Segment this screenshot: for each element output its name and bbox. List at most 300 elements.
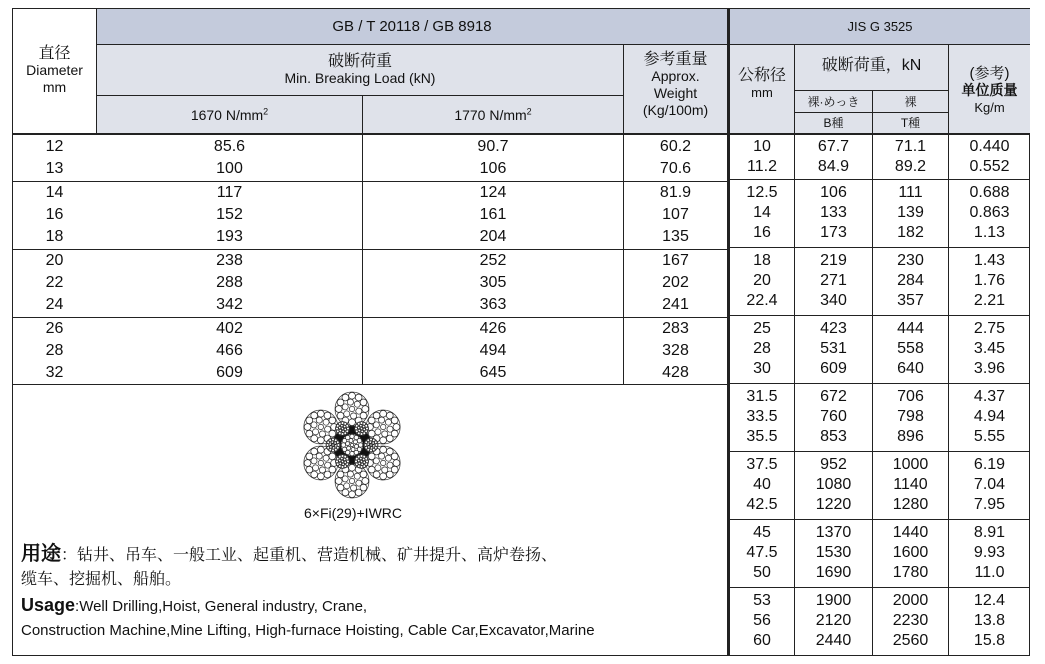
rope-iwrc-strand-wire <box>342 463 345 466</box>
rope-outer-strand-wire <box>344 411 350 417</box>
jis-weight-value: 8.91 <box>973 524 1006 541</box>
jis-b-grade-value: 760 <box>820 408 847 425</box>
rope-iwrc-strand-wire <box>335 445 338 448</box>
rope-outer-strand-wire <box>304 424 311 431</box>
rope-outer-strand-wire <box>356 408 362 414</box>
rope-outer-strand-wire <box>323 455 329 461</box>
gb-diameter-group-2: 14 16 18 <box>45 184 64 245</box>
rope-outer-strand-wire <box>382 431 388 437</box>
jis-diameter-value: 28 <box>753 340 771 357</box>
rope-outer-strand-wire <box>351 485 357 491</box>
rope-outer-strand-wire <box>311 448 318 455</box>
jis-diameter-value: 42.5 <box>746 496 778 513</box>
rope-iwrc-strand-wire <box>355 460 358 463</box>
jis-diameter-value: 56 <box>753 612 771 629</box>
jis-group-divider <box>730 383 1030 384</box>
jis-b-grade-value: 1900 <box>815 592 852 609</box>
rope-outer-strand-wire <box>335 406 342 413</box>
rope-outer-strand-wire <box>382 467 388 473</box>
rope-outer-strand-wire <box>375 465 381 471</box>
jis-b-grade-value: 173 <box>820 224 847 241</box>
jis-t-grade-value: 89.2 <box>894 158 927 175</box>
jis-b-grade-group-6 <box>795 455 872 515</box>
jis-b-grade-value: 219 <box>820 252 847 269</box>
rope-iwrc-strand-wire <box>360 455 363 458</box>
rope-iwrc-strand-wire <box>336 460 339 463</box>
usage-en-label: Usage <box>21 595 76 615</box>
rope-iwrc-center-wire <box>349 439 353 443</box>
jis-weight-group-7 <box>949 523 1030 583</box>
rope-iwrc-center-wire <box>354 444 358 448</box>
rope-outer-strand-wire <box>373 422 379 428</box>
rope-outer-strand-wire <box>360 471 367 478</box>
jis-b-grade-value: 609 <box>820 360 847 377</box>
jis-b-grade-group-3 <box>795 251 872 311</box>
jis-diameter-value: 16 <box>753 224 771 241</box>
jis-b-grade-value: 853 <box>820 428 847 445</box>
gb-standard-title: GB / T 20118 / GB 8918 <box>332 18 492 35</box>
jis-b-grade-group-8 <box>795 591 872 651</box>
rope-iwrc-strand-wire <box>357 459 360 462</box>
rope-iwrc-strand-wire <box>342 430 345 433</box>
rope-outer-strand-wire <box>342 394 349 401</box>
rope-outer-strand-wire <box>337 484 344 491</box>
jis-b-grade-value: 1530 <box>815 544 852 561</box>
rope-outer-strand-wire <box>379 453 385 459</box>
rope-outer-strand-wire <box>329 453 336 460</box>
rope-outer-strand-wire <box>319 431 325 437</box>
jis-group-divider <box>730 587 1030 588</box>
jis-weight-group-2 <box>949 183 1030 243</box>
gb-1770-group-1: 90.7 106 <box>477 138 509 177</box>
rope-iwrc-strand-wire <box>375 444 378 447</box>
gb-table <box>12 8 728 656</box>
rope-iwrc-strand-wire <box>372 442 375 445</box>
rope-outer-strand-wire <box>373 458 379 464</box>
rope-iwrc-center-wire <box>357 439 361 443</box>
rope-iwrc-strand-wire <box>339 429 342 432</box>
jis-diameter-value: 20 <box>753 272 771 289</box>
rope-iwrc-strand-wire <box>360 460 362 462</box>
rope-iwrc-strand-wire <box>370 447 373 450</box>
jis-weight-group-5 <box>949 387 1030 447</box>
rope-outer-strand-wire <box>342 404 348 410</box>
jis-b-grade-value: 2440 <box>815 632 852 649</box>
rope-outer-strand-wire <box>380 424 385 429</box>
gb-1770-group-3: 252 305 363 <box>479 252 507 313</box>
jis-weight-value: 4.94 <box>973 408 1006 425</box>
jis-weight-value: 0.552 <box>969 158 1010 175</box>
jis-standard-header <box>730 9 1030 45</box>
jis-b-grade-group-5 <box>795 387 872 447</box>
rope-iwrc-strand-wire <box>361 463 364 466</box>
jis-sub-b: B種 <box>823 116 844 130</box>
rope-iwrc-center-wire <box>350 443 354 447</box>
rope-iwrc-strand-wire <box>332 444 334 446</box>
usage-cn-label: 用途 <box>21 541 61 565</box>
rope-iwrc-strand-wire <box>355 427 358 430</box>
rope-outer-strand-wire <box>349 491 356 498</box>
jis-weight-value: 11.0 <box>974 564 1005 581</box>
rope-iwrc-strand-wire <box>360 427 362 429</box>
jis-weight-value: 1.13 <box>973 224 1006 241</box>
rope-iwrc-center-wire <box>350 434 354 438</box>
jis-t-grade-value: 357 <box>897 292 924 309</box>
rope-outer-strand-wire <box>349 478 354 483</box>
rope-iwrc-strand-wire <box>339 462 342 465</box>
jis-weight-value: 13.8 <box>973 612 1006 629</box>
gb-weight-group-4: 283 328 428 <box>662 320 689 381</box>
diameter-header: 直径 Diameter mm <box>26 45 83 95</box>
usage-en-line1: :Well Drilling,Hoist, General industry, Crane, <box>75 598 368 615</box>
rope-iwrc-center-wire <box>351 448 355 452</box>
rope-outer-strand-wire <box>360 399 367 406</box>
rope-outer-strand-wire <box>386 435 393 442</box>
rope-iwrc-strand-wire <box>341 460 343 462</box>
rope-outer-strand-wire <box>351 413 357 419</box>
rope-outer-strand-wire <box>335 478 342 485</box>
jis-b-grade-group-1 <box>795 137 872 177</box>
rope-iwrc-strand-wire <box>344 461 347 464</box>
rope-outer-strand-wire <box>391 417 398 424</box>
jis-body <box>730 135 1030 655</box>
jis-weight-value: 3.96 <box>973 360 1006 377</box>
rope-iwrc-strand-wire <box>366 427 369 430</box>
jis-b-grade-group-7 <box>795 523 872 583</box>
jis-diameter-group-6 <box>730 455 794 515</box>
rope-outer-strand-wire <box>349 419 356 426</box>
jis-diameter-value: 50 <box>753 564 771 581</box>
jis-weight-value: 12.4 <box>973 592 1006 609</box>
jis-t-grade-value: 1600 <box>892 544 929 561</box>
rope-iwrc-center-wire <box>350 451 354 455</box>
jis-b-grade-value: 1080 <box>815 476 852 493</box>
rope-iwrc-strand-wire <box>361 430 364 433</box>
rope-outer-strand-wire <box>317 446 324 453</box>
rope-iwrc-strand-wire <box>366 460 369 463</box>
rope-outer-strand-wire <box>354 401 360 407</box>
rope-outer-strand-wire <box>306 466 313 473</box>
rope-iwrc-strand-wire <box>332 449 335 452</box>
nominal-diameter-header: 公称径 mm <box>737 67 786 100</box>
jis-weight-group-3 <box>949 251 1030 311</box>
usage-en <box>21 593 595 643</box>
rope-outer-strand-wire <box>368 430 375 437</box>
jis-weight-group-6 <box>949 455 1030 515</box>
rope-outer-strand-wire <box>313 429 319 435</box>
rope-outer-strand-wire <box>386 471 393 478</box>
jis-b-grade-value: 1370 <box>815 524 852 541</box>
jis-t-grade-value: 1440 <box>892 524 929 541</box>
rope-iwrc-strand-wire <box>330 446 333 449</box>
rope-iwrc-strand-wire <box>360 424 363 427</box>
rope-outer-strand-wire <box>373 412 380 419</box>
rope-iwrc-strand-wire <box>344 428 347 431</box>
jis-weight-value: 15.8 <box>973 632 1006 649</box>
jis-b-grade-value: 423 <box>820 320 847 337</box>
jis-diameter-group-8 <box>730 591 794 651</box>
jis-weight-value: 5.55 <box>973 428 1006 445</box>
rope-outer-strand-wire <box>317 473 324 480</box>
rope-outer-strand-wire <box>319 467 325 473</box>
rope-outer-strand-wire <box>344 483 350 489</box>
rope-outer-strand-wire <box>387 426 393 432</box>
rope-outer-strand-wire <box>323 419 329 425</box>
rope-iwrc-strand-wire <box>347 427 350 430</box>
rope-iwrc-strand-wire <box>360 433 363 436</box>
rope-iwrc-strand-wire <box>334 442 337 445</box>
jis-diameter-group-1 <box>730 137 794 177</box>
rope-outer-strand-wire <box>347 399 353 405</box>
jis-t-grade-value: 2560 <box>892 632 929 649</box>
rope-outer-strand-wire <box>393 424 400 431</box>
jis-sub-bare: 裸 <box>904 95 917 109</box>
jis-table <box>728 8 1030 656</box>
jis-diameter-value: 60 <box>753 632 771 649</box>
jis-t-grade-group-3 <box>873 251 948 311</box>
rope-iwrc-center-wire <box>358 443 362 447</box>
rope-outer-strand-wire <box>342 476 348 482</box>
rope-outer-strand-wire <box>380 437 387 444</box>
rope-outer-strand-wire <box>380 410 387 417</box>
jis-diameter-value: 11.2 <box>747 158 777 175</box>
jis-weight-value: 2.21 <box>973 292 1006 309</box>
rope-iwrc-strand-wire <box>362 458 365 461</box>
rope-iwrc-strand-wire <box>341 427 343 429</box>
rope-iwrc-strand-wire <box>358 429 361 432</box>
jis-t-grade-group-7 <box>873 523 948 583</box>
rope-outer-strand-wire <box>355 489 362 496</box>
rope-iwrc-strand-wire <box>341 422 344 425</box>
jis-t-grade-group-1 <box>873 137 948 177</box>
rope-iwrc-strand-wire <box>341 457 344 460</box>
jis-t-grade-value: 139 <box>897 204 924 221</box>
rope-iwrc-strand-wire <box>363 461 366 464</box>
jis-b-grade-value: 952 <box>820 456 847 473</box>
grade-1670-header: 1670 $N/mm^2$ <box>190 106 269 123</box>
rope-iwrc-strand-wire <box>338 459 341 462</box>
jis-diameter-value: 47.5 <box>746 544 778 561</box>
jis-t-grade-value: 284 <box>897 272 924 289</box>
rope-outer-strand-wire <box>316 453 322 459</box>
rope-outer-strand-wire <box>380 446 387 453</box>
jis-weight-value: 0.440 <box>969 138 1010 155</box>
jis-weight-value: 0.863 <box>969 204 1010 221</box>
rope-outer-strand-wire <box>317 410 324 417</box>
gb-1670-group-2: 117 152 193 <box>216 184 243 245</box>
jis-t-grade-value: 798 <box>897 408 924 425</box>
jis-b-grade-value: 531 <box>820 340 847 357</box>
rope-iwrc-strand-wire <box>336 427 339 430</box>
rope-iwrc-center-wire <box>341 443 345 447</box>
rope-iwrc-strand-wire <box>362 425 365 428</box>
rope-iwrc-strand-wire <box>341 424 344 427</box>
jis-t-grade-value: 896 <box>897 428 924 445</box>
jis-t-grade-value: 111 <box>898 184 923 201</box>
jis-b-grade-value: 67.7 <box>817 138 850 155</box>
jis-diameter-group-4 <box>730 319 794 379</box>
jis-weight-value: 1.76 <box>973 272 1006 289</box>
rope-iwrc-strand-wire <box>341 433 344 436</box>
jis-group-divider <box>730 519 1030 520</box>
rope-outer-strand-wire <box>313 465 319 471</box>
jis-b-grade-value: 672 <box>820 388 847 405</box>
jis-weight-value: 1.43 <box>973 252 1006 269</box>
jis-weight-value: 3.45 <box>973 340 1006 357</box>
gb-1670-group-3: 238 288 342 <box>216 252 243 313</box>
rope-outer-strand-wire <box>304 460 311 467</box>
rope-iwrc-strand-wire <box>343 425 346 428</box>
rope-outer-strand-wire <box>379 417 385 423</box>
rope-outer-strand-wire <box>337 412 344 419</box>
jis-t-grade-value: 2230 <box>892 612 929 629</box>
rope-outer-strand-wire <box>311 422 317 428</box>
jis-group-divider <box>730 451 1030 452</box>
rope-iwrc-strand-wire <box>369 441 372 444</box>
rope-outer-strand-wire <box>311 412 318 419</box>
jis-t-grade-group-8 <box>873 591 948 651</box>
jis-weight-group-8 <box>949 591 1030 651</box>
gb-1670-group-1: 85.6 100 <box>213 138 246 177</box>
jis-diameter-value: 37.5 <box>746 456 778 473</box>
jis-b-grade-group-2 <box>795 183 872 243</box>
jis-diameter-value: 18 <box>753 252 771 269</box>
jis-weight-value: 4.37 <box>973 388 1006 405</box>
gb-1770-group-4: 426 494 645 <box>479 320 507 381</box>
gb-1770-group-2: 124 161 204 <box>479 184 507 245</box>
jis-group-divider <box>730 315 1030 316</box>
rope-iwrc-strand-wire <box>360 466 363 469</box>
rope-outer-strand-wire <box>318 424 323 429</box>
rope-iwrc-center-wire <box>346 442 350 446</box>
jis-mbl-header: 破断荷重，kN <box>821 57 922 74</box>
jis-weight-value: 6.19 <box>973 456 1006 473</box>
rope-iwrc-strand-wire <box>337 444 340 447</box>
rope-outer-strand-wire <box>349 464 356 471</box>
jis-b-grade-value: 133 <box>820 204 847 221</box>
rope-caption: 6×Fi(29)+IWRC <box>303 505 403 521</box>
jis-diameter-value: 25 <box>753 320 771 337</box>
rope-iwrc-strand-wire <box>332 447 335 450</box>
rope-outer-strand-wire <box>354 473 360 479</box>
jis-weight-value: 7.04 <box>973 476 1006 493</box>
rope-iwrc-strand-wire <box>364 444 367 447</box>
jis-diameter-value: 10 <box>753 138 771 155</box>
jis-standard-title: JIS G 3525 <box>847 19 913 34</box>
jis-diameter-value: 22.4 <box>746 292 778 309</box>
rope-iwrc-strand-wire <box>370 449 373 452</box>
jis-b-grade-value: 340 <box>820 292 847 309</box>
rope-iwrc-strand-wire <box>358 462 361 465</box>
jis-weight-header: (参考) 单位质量 Kg/m <box>961 65 1018 115</box>
mbl-header: 破断荷重 Min. Breaking Load (kN) <box>284 53 436 86</box>
rope-outer-strand-wire <box>368 466 375 473</box>
rope-iwrc-center-wire <box>342 447 346 451</box>
jis-diameter-value: 14 <box>753 204 771 221</box>
gb-diameter-group-4: 26 28 32 <box>45 320 64 381</box>
rope-outer-strand-wire <box>349 392 356 399</box>
rope-outer-strand-wire <box>324 471 331 478</box>
rope-outer-strand-wire <box>380 460 385 465</box>
gb-1670-group-4: 402 466 609 <box>216 320 243 381</box>
rope-iwrc-strand-wire <box>360 457 363 460</box>
rope-iwrc-strand-wire <box>368 446 371 449</box>
jis-t-grade-value: 71.1 <box>894 138 927 155</box>
jis-diameter-value: 12.5 <box>746 184 778 201</box>
jis-t-grade-group-5 <box>873 387 948 447</box>
jis-t-grade-value: 640 <box>897 360 924 377</box>
jis-weight-group-4 <box>949 319 1030 379</box>
jis-b-grade-value: 1690 <box>815 564 852 581</box>
rope-iwrc-strand-wire <box>331 441 334 444</box>
jis-t-grade-value: 1140 <box>893 476 928 493</box>
rope-iwrc-strand-wire <box>329 443 332 446</box>
jis-t-grade-value: 1280 <box>892 496 929 513</box>
gb-weight-group-2: 81.9 107 135 <box>659 184 692 245</box>
jis-t-grade-value: 230 <box>897 252 924 269</box>
rope-iwrc-strand-wire <box>363 428 366 431</box>
rope-iwrc-strand-wire <box>332 438 335 441</box>
rope-outer-strand-wire <box>306 430 313 437</box>
jis-weight-value: 9.93 <box>973 544 1006 561</box>
jis-weight-group-1 <box>949 137 1030 177</box>
rope-outer-strand-wire <box>325 426 331 432</box>
rope-outer-strand-wire <box>375 429 381 435</box>
jis-weight-value: 7.95 <box>973 496 1006 513</box>
grade-1770-header: 1770 $N/mm^2$ <box>454 106 532 123</box>
jis-diameter-group-7 <box>730 523 794 583</box>
rope-outer-strand-wire <box>362 478 369 485</box>
rope-iwrc-center-wire <box>353 440 357 444</box>
jis-t-grade-group-2 <box>873 183 948 243</box>
rope-outer-strand-wire <box>347 471 353 477</box>
gb-weight-group-3: 167 202 241 <box>662 252 689 313</box>
jis-diameter-value: 45 <box>753 524 771 541</box>
jis-sub-galv: 裸·めっき <box>807 95 860 109</box>
rope-outer-strand-wire <box>325 462 331 468</box>
jis-diameter-group-3 <box>730 251 794 311</box>
jis-b-grade-value: 271 <box>820 272 847 289</box>
rope-outer-strand-wire <box>380 473 387 480</box>
jis-t-grade-value: 1780 <box>892 564 929 581</box>
jis-b-grade-value: 2120 <box>815 612 852 629</box>
jis-t-grade-group-4 <box>873 319 948 379</box>
jis-b-grade-value: 1220 <box>815 496 852 513</box>
jis-b-grade-value: 106 <box>820 184 847 201</box>
rope-iwrc-strand-wire <box>357 426 360 429</box>
rope-outer-strand-wire <box>317 437 324 444</box>
rope-outer-strand-wire <box>385 455 391 461</box>
rope-outer-strand-wire <box>393 460 400 467</box>
jis-diameter-group-2 <box>730 183 794 243</box>
rope-iwrc-center-wire <box>347 446 351 450</box>
rope-iwrc-strand-wire <box>341 466 344 469</box>
gb-diameter-group-1: 12 13 <box>45 138 64 177</box>
rope-outer-strand-wire <box>391 453 398 460</box>
rope-iwrc-strand-wire <box>341 455 344 458</box>
jis-t-grade-value: 444 <box>897 320 924 337</box>
gb-weight-group-1: 60.2 70.6 <box>659 138 692 177</box>
usage-cn-line1: ：钻井、吊车、一般工业、起重机、营造机械、矿井提升、高炉卷扬、 <box>61 545 558 564</box>
rope-iwrc-strand-wire <box>326 444 329 447</box>
rope-outer-strand-wire <box>329 417 336 424</box>
jis-weight-value: 0.688 <box>969 184 1010 201</box>
gb-diameter-group-3: 20 22 24 <box>45 252 64 313</box>
rope-outer-strand-wire <box>387 462 393 468</box>
jis-diameter-value: 30 <box>753 360 771 377</box>
jis-t-grade-value: 1000 <box>892 456 929 473</box>
rope-iwrc-strand-wire <box>367 443 370 446</box>
